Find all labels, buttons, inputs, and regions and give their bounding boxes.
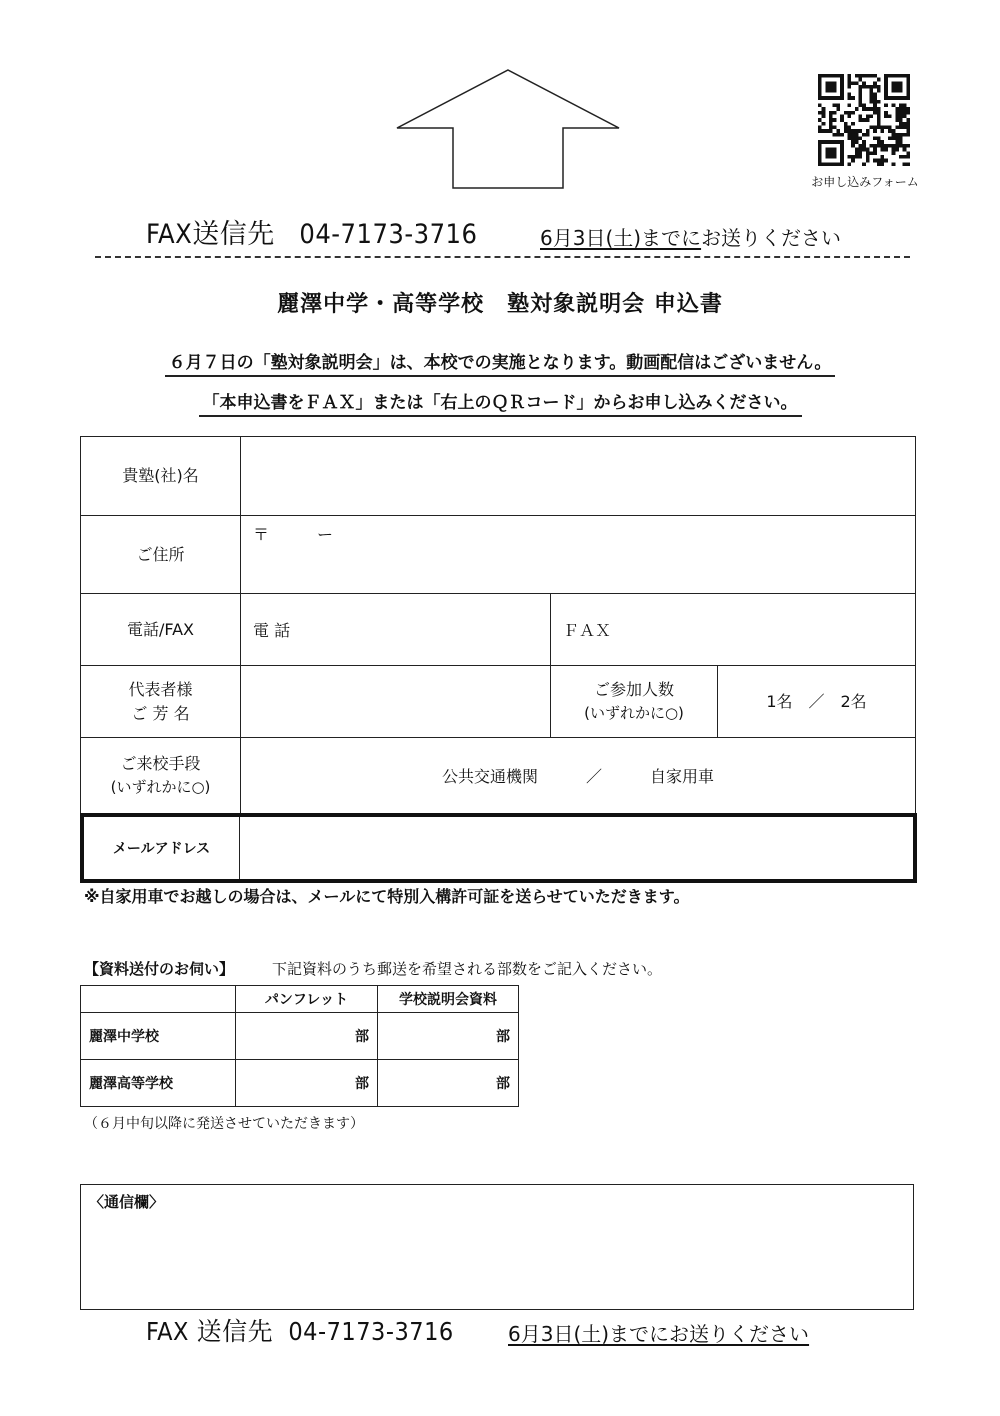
phone-field[interactable]: [241, 594, 551, 666]
address-field[interactable]: [241, 516, 916, 594]
school-name-label: 貴塾(社)名: [81, 437, 241, 516]
documents-heading: 【資料送付のお伺い】 下記資料のうち郵送を希望される部数をご記入ください。: [84, 960, 663, 978]
communication-label: 〈通信欄〉: [89, 1193, 165, 1211]
representative-field[interactable]: [241, 666, 551, 738]
docs-count-field[interactable]: 部: [236, 1060, 378, 1107]
email-row[interactable]: [80, 813, 917, 883]
fax-label: FAX送信先: [146, 219, 275, 250]
notice-2: 「本申込書をＦＡＸ」または「右上のＱＲコード」からお申し込みください。: [0, 388, 1000, 413]
address-label: ご住所: [81, 516, 241, 594]
transport-label: ご来校手段 (いずれかに○): [81, 738, 241, 814]
fax-destination-top: [146, 212, 477, 251]
email-label: メールアドレス: [84, 817, 240, 879]
fax-destination-bottom: [146, 1312, 454, 1348]
deadline-rest: お送りください: [701, 226, 842, 250]
fax-number: 04-7173-3716: [299, 219, 478, 250]
qr-caption: お申し込みフォーム: [811, 175, 919, 189]
attendees-label: ご参加人数 (いずれかに○): [551, 666, 718, 738]
docs-col-briefing: 学校説明会資料: [378, 986, 519, 1013]
deadline-top: [540, 222, 841, 251]
phone-label: 電 話: [253, 621, 291, 640]
private-car-note: ※自家用車でお越しの場合は、メールにて特別入構許可証を送らせていただきます。: [84, 887, 690, 906]
transport-options[interactable]: 公共交通機関 ／ 自家用車: [241, 738, 916, 814]
documents-table: [80, 985, 519, 1107]
application-form: [80, 436, 916, 814]
fax-field[interactable]: [551, 594, 916, 666]
docs-col-pamphlet: パンフレット: [236, 986, 378, 1013]
docs-shipping-note: （６月中旬以降に発送させていただきます）: [84, 1116, 364, 1132]
attendees-options[interactable]: 1名 ／ 2名: [718, 666, 916, 738]
deadline-date: 6月3日(土)までに: [540, 226, 702, 250]
fax-label: FAX 送信先: [146, 1317, 274, 1346]
docs-row-junior: 麗澤中学校: [81, 1013, 236, 1060]
deadline-bottom: 6月3日(土)までにお送りください: [508, 1322, 810, 1346]
docs-count-field[interactable]: 部: [378, 1013, 519, 1060]
representative-label: 代表者様 ご 芳 名: [81, 666, 241, 738]
postal-mark: 〒 ー: [253, 525, 334, 544]
communication-box[interactable]: [80, 1184, 914, 1310]
docs-row-senior: 麗澤高等学校: [81, 1060, 236, 1107]
fax-field-label: ＦＡＸ: [563, 621, 612, 640]
notice-1: ６月７日の「塾対象説明会」は、本校での実施となります。動画配信はございません。: [0, 348, 1000, 373]
cut-line: [95, 256, 910, 258]
page-title: 麗澤中学・高等学校 塾対象説明会 申込書: [277, 292, 723, 317]
fax-number: 04-7173-3716: [288, 1317, 454, 1346]
qr-code-icon[interactable]: [818, 74, 910, 166]
docs-count-field[interactable]: 部: [236, 1013, 378, 1060]
docs-corner: [81, 986, 236, 1013]
school-name-field[interactable]: [241, 437, 916, 516]
up-arrow-icon: [395, 68, 621, 190]
docs-count-field[interactable]: 部: [378, 1060, 519, 1107]
phone-fax-label: 電話/FAX: [81, 594, 241, 666]
